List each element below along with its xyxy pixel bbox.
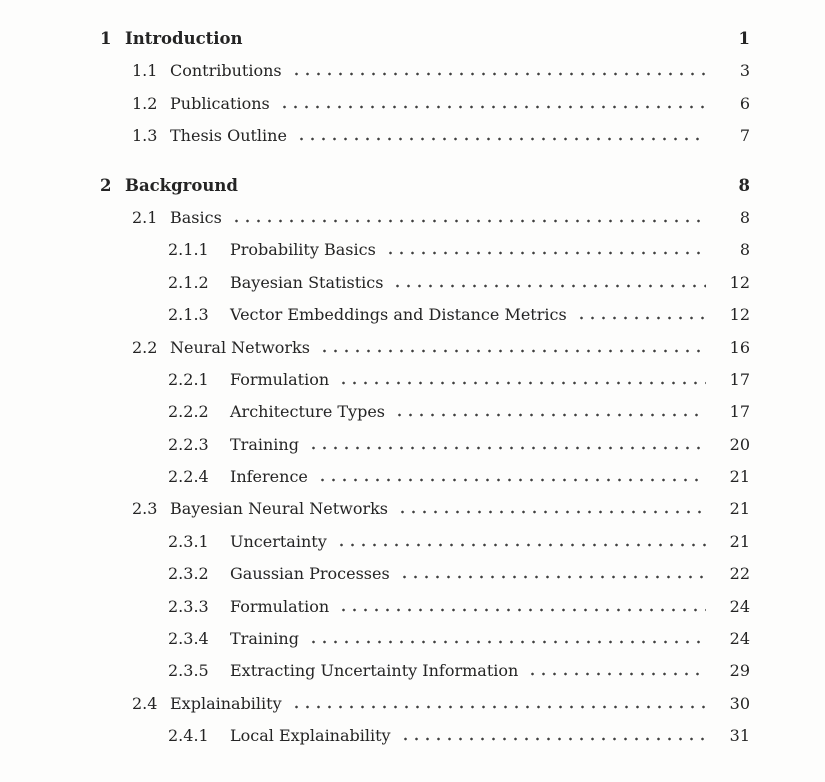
dot-leader-icon	[399, 575, 706, 579]
entry-page-number: 17	[729, 369, 750, 389]
entry-title: Vector Embeddings and Distance Metrics	[230, 305, 567, 325]
entry-page-number: 21	[729, 499, 750, 519]
entry-number: 2.1	[132, 207, 158, 227]
dot-leader-icon	[252, 40, 706, 44]
entry-page-number: 1	[738, 29, 750, 48]
toc-entry-2-2-2[interactable]	[0, 402, 750, 434]
entry-title: Training	[230, 629, 299, 649]
toc-entry-2-1[interactable]	[0, 208, 750, 240]
entry-number: 2.3	[132, 499, 158, 519]
entry-title: Gaussian Processes	[230, 564, 390, 584]
toc-entry-2-3-5[interactable]	[0, 661, 750, 693]
entry-number: 2.1.1	[168, 240, 209, 260]
toc-entry-1-1[interactable]	[0, 61, 750, 93]
entry-page-number: 16	[729, 337, 750, 357]
dot-leader-icon	[397, 510, 706, 514]
dot-leader-icon	[308, 640, 706, 644]
entry-page-number: 12	[729, 305, 750, 325]
entry-page-number: 8	[738, 175, 750, 195]
toc-entry-1[interactable]	[0, 29, 750, 61]
toc-entry-1-3[interactable]	[0, 126, 750, 158]
entry-number: 2.3.5	[168, 661, 209, 681]
entry-page-number: 31	[729, 726, 750, 746]
dot-leader-icon	[338, 608, 706, 612]
toc-entry-2-1-2[interactable]	[0, 273, 750, 305]
entry-page-number: 6	[739, 93, 750, 113]
toc-entry-2-3-1[interactable]	[0, 532, 750, 564]
entry-number: 1.1	[132, 61, 158, 81]
entry-title: Extracting Uncertainty Information	[230, 661, 519, 681]
entry-page-number: 3	[739, 61, 750, 81]
entry-number: 2.4	[132, 693, 158, 713]
entry-number: 1.3	[132, 126, 158, 146]
entry-title: Local Explainability	[230, 726, 391, 746]
entry-title: Uncertainty	[230, 531, 327, 551]
entry-page-number: 12	[729, 272, 750, 292]
entry-title: Training	[230, 434, 299, 454]
entry-title: Formulation	[230, 596, 330, 616]
entry-title: Introduction	[125, 29, 243, 48]
toc-entry-2-2-1[interactable]	[0, 370, 750, 402]
entry-number: 1.2	[132, 93, 158, 113]
toc-entry-2-1-1[interactable]	[0, 240, 750, 272]
dot-leader-icon	[400, 737, 706, 741]
dot-leader-icon	[308, 446, 706, 450]
toc-entry-2-4[interactable]	[0, 694, 750, 726]
dot-leader-icon	[279, 105, 706, 109]
entry-title: Contributions	[170, 61, 282, 81]
entry-page-number: 21	[729, 467, 750, 487]
dot-leader-icon	[319, 349, 706, 353]
dot-leader-icon	[336, 543, 706, 547]
dot-leader-icon	[385, 251, 706, 255]
dot-leader-icon	[394, 413, 706, 417]
toc-entry-1-2[interactable]	[0, 94, 750, 126]
toc-entry-2-4-1[interactable]	[0, 726, 750, 758]
entry-number: 2.2.4	[168, 467, 209, 487]
entry-number: 2.1.3	[168, 305, 209, 325]
entry-title: Probability Basics	[230, 240, 376, 260]
entry-title: Architecture Types	[230, 402, 386, 422]
toc-entry-2-3-4[interactable]	[0, 629, 750, 661]
entry-number: 2.3.3	[168, 596, 209, 616]
toc-entry-2-2-3[interactable]	[0, 435, 750, 467]
entry-number: 2.2.2	[168, 402, 209, 422]
entry-page-number: 8	[739, 240, 750, 260]
entry-number: 2	[100, 175, 112, 195]
dot-leader-icon	[291, 72, 706, 76]
entry-number: 2.2.3	[168, 434, 209, 454]
dot-leader-icon	[296, 137, 706, 141]
dot-leader-icon	[317, 478, 706, 482]
entry-page-number: 30	[729, 693, 750, 713]
entry-number: 2.4.1	[168, 726, 209, 746]
entry-number: 2.3.4	[168, 629, 209, 649]
dot-leader-icon	[231, 219, 706, 223]
entry-page-number: 24	[729, 596, 750, 616]
entry-title: Explainability	[170, 693, 282, 713]
entry-page-number: 17	[729, 402, 750, 422]
entry-title: Bayesian Neural Networks	[170, 499, 389, 519]
entry-number: 1	[100, 29, 112, 48]
dot-leader-icon	[527, 672, 706, 676]
toc-entry-2-1-3[interactable]	[0, 305, 750, 337]
dot-leader-icon	[247, 187, 706, 191]
dot-leader-icon	[392, 284, 706, 288]
entry-number: 2.3.2	[168, 564, 209, 584]
entry-page-number: 21	[729, 531, 750, 551]
entry-title: Background	[125, 175, 238, 195]
entry-title: Neural Networks	[170, 337, 310, 357]
entry-title: Publications	[170, 93, 270, 113]
dot-leader-icon	[576, 316, 706, 320]
toc-entry-2-2-4[interactable]	[0, 467, 750, 499]
entry-page-number: 24	[729, 629, 750, 649]
entry-number: 2.1.2	[168, 272, 209, 292]
entry-title: Thesis Outline	[170, 126, 287, 146]
entry-page-number: 8	[739, 207, 750, 227]
entry-title: Basics	[170, 207, 222, 227]
toc-entry-2-3-2[interactable]	[0, 564, 750, 596]
toc-entry-2-3[interactable]	[0, 499, 750, 531]
toc-entry-2[interactable]	[0, 176, 750, 208]
dot-leader-icon	[338, 381, 706, 385]
entry-title: Formulation	[230, 369, 330, 389]
toc-entry-2-2[interactable]	[0, 338, 750, 370]
entry-title: Bayesian Statistics	[230, 272, 384, 292]
entry-page-number: 29	[729, 661, 750, 681]
toc-entry-2-3-3[interactable]	[0, 597, 750, 629]
entry-title: Inference	[230, 467, 308, 487]
entry-number: 2.2.1	[168, 369, 209, 389]
entry-number: 2.2	[132, 337, 158, 357]
entry-page-number: 22	[729, 564, 750, 584]
entry-page-number: 20	[729, 434, 750, 454]
entry-number: 2.3.1	[168, 531, 209, 551]
dot-leader-icon	[291, 705, 706, 709]
entry-page-number: 7	[739, 126, 750, 146]
